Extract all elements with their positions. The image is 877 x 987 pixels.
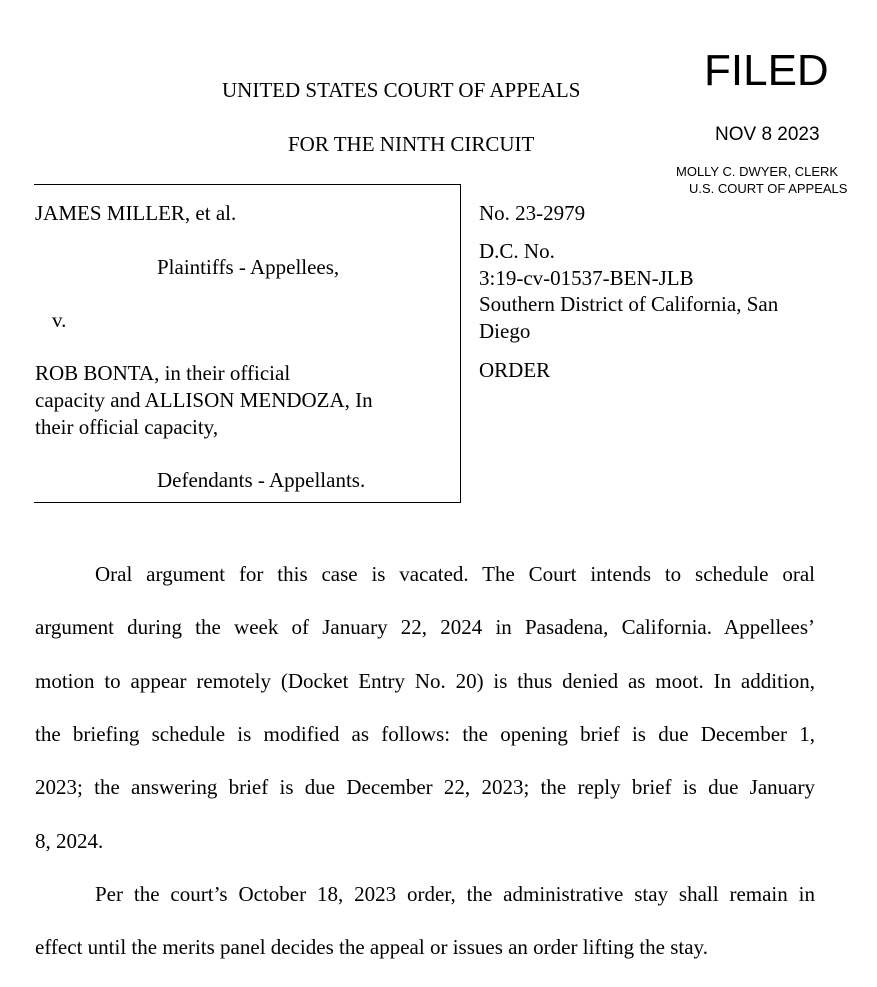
- case-number: No. 23-2979: [479, 201, 586, 225]
- paragraph-line: the briefing schedule is modified as follows: the opening brief is due December 1,: [35, 722, 815, 746]
- plaintiff-role: Plaintiffs - Appellees,: [157, 255, 340, 279]
- district-name-line: Southern District of California, San: [479, 292, 779, 316]
- paragraph-line: 2023; the answering brief is due December 22, 2023; the reply brief is due January: [35, 775, 815, 799]
- paragraph-line: argument during the week of January 22, 2024 in Pasadena, California. Appellees’: [35, 615, 815, 639]
- defendant-name-line: their official capacity,: [35, 415, 219, 439]
- district-court-number-label: D.C. No.: [479, 239, 555, 263]
- paragraph-line: motion to appear remotely (Docket Entry No. 20) is thus denied as moot. In addition,: [35, 669, 815, 693]
- court-name: UNITED STATES COURT OF APPEALS: [222, 78, 581, 102]
- paragraph-line: Per the court’s October 18, 2023 order, the administrative stay shall remain in: [95, 882, 815, 906]
- defendant-name-line: ROB BONTA, in their official: [35, 361, 291, 385]
- district-court-number: 3:19-cv-01537-BEN-JLB: [479, 266, 694, 290]
- paragraph-line: effect until the merits panel decides the appeal or issues an order lifting the stay.: [35, 935, 708, 959]
- district-name-line: Diego: [479, 319, 531, 343]
- filed-stamp-title: FILED: [704, 46, 829, 95]
- defendant-name-line: capacity and ALLISON MENDOZA, In: [35, 388, 373, 412]
- defendant-role: Defendants - Appellants.: [157, 468, 366, 492]
- filed-stamp-date: NOV 8 2023: [715, 124, 820, 145]
- versus-label: v.: [52, 308, 67, 332]
- plaintiff-name: JAMES MILLER, et al.: [35, 201, 237, 225]
- case-caption-box: [34, 184, 461, 503]
- circuit-name: FOR THE NINTH CIRCUIT: [288, 132, 535, 156]
- paragraph-line: 8, 2024.: [35, 829, 104, 853]
- filed-stamp-clerk: MOLLY C. DWYER, CLERK: [676, 164, 839, 179]
- document-type: ORDER: [479, 358, 551, 382]
- filed-stamp-court: U.S. COURT OF APPEALS: [689, 181, 848, 196]
- paragraph-line: Oral argument for this case is vacated. The Court intends to schedule oral: [95, 562, 815, 586]
